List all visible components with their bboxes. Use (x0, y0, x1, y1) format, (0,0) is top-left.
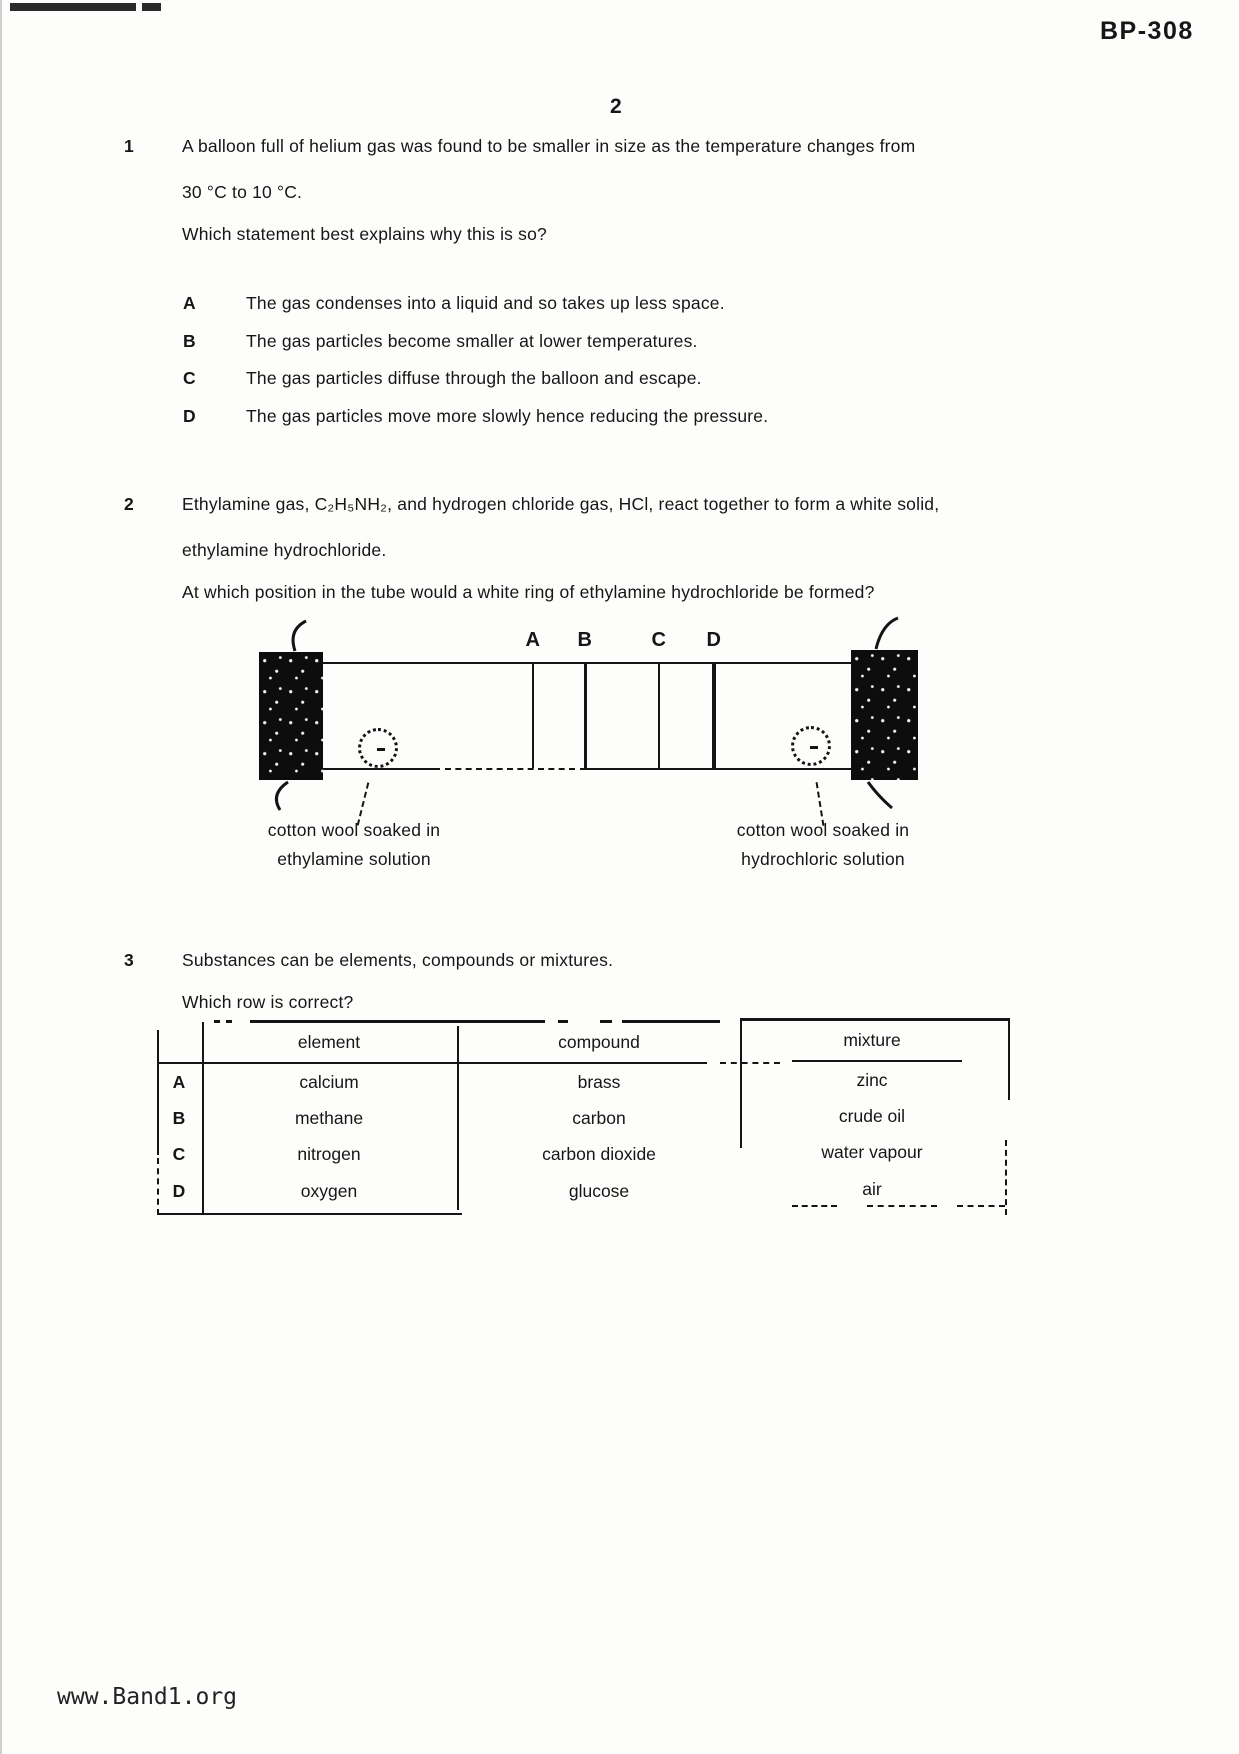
cotton-wool-left (358, 728, 398, 768)
table-top-dash-1 (214, 1020, 232, 1023)
q1-option-letter-c: C (183, 368, 196, 388)
q1-option-text-b: The gas particles become smaller at lower temperatures. (246, 331, 698, 351)
table-bottom-line-left (157, 1213, 462, 1215)
tube-bottom-line-dashed (445, 768, 575, 770)
table-bottom-dash-3 (957, 1205, 1005, 1207)
caption-right-line2: hydrochloric solution (741, 849, 905, 869)
table-cell-c-compound: carbon dioxide (542, 1144, 656, 1164)
q1-option-letter-d: D (183, 406, 196, 426)
table-cell-b-compound: carbon (572, 1108, 626, 1128)
q1-option-letter-a: A (183, 293, 196, 313)
table-header-underline (157, 1062, 707, 1064)
table-header-underline-right (792, 1060, 962, 1062)
q3-text-line2: Which row is correct? (182, 992, 354, 1012)
table-left-outer-line (157, 1030, 159, 1155)
q1-text-line1: A balloon full of helium gas was found to be smaller in size as the temperature changes from (182, 136, 916, 156)
table-row-letter-c: C (172, 1144, 186, 1164)
table-cell-a-compound: brass (577, 1072, 621, 1092)
table-right-line-dashed (1005, 1140, 1007, 1215)
table-cell-a-element: calcium (299, 1072, 359, 1092)
tube-bottom-line-1 (320, 768, 440, 770)
tube-position-label-c: C (651, 629, 667, 651)
table-left-outer-dashed (157, 1158, 159, 1215)
tube-stopper-right (851, 650, 918, 780)
page-number: 2 (610, 95, 622, 118)
site-watermark: www.Band1.org (57, 1684, 238, 1710)
table-cell-c-element: nitrogen (297, 1144, 361, 1164)
stopper-squiggle-top-right (868, 614, 904, 652)
q1-option-letter-b: B (183, 331, 196, 351)
table-top-line-compound (622, 1020, 720, 1023)
scan-artifact-bar (10, 3, 136, 11)
q1-option-text-c: The gas particles diffuse through the balloon and escape. (246, 368, 702, 388)
table-top-line-element (250, 1020, 545, 1023)
tube-stopper-left (259, 652, 323, 780)
stopper-squiggle-bottom-right (860, 780, 896, 814)
table-top-dash-2 (558, 1020, 568, 1023)
q1-number: 1 (124, 136, 134, 156)
table-cell-d-mixture: air (862, 1179, 882, 1199)
table-cell-c-mixture: water vapour (821, 1142, 923, 1162)
table-header-mixture: mixture (843, 1030, 901, 1050)
table-cell-b-element: methane (294, 1108, 364, 1128)
mixture-box-left (740, 1018, 742, 1148)
tube-marker-line-d (712, 664, 716, 768)
q2-text-line2: ethylamine hydrochloride. (182, 540, 387, 560)
table-row-letter-b: B (172, 1108, 186, 1128)
table-header-element: element (297, 1032, 361, 1052)
q3-text-line1: Substances can be elements, compounds or mixtures. (182, 950, 614, 970)
tube-marker-line-a (532, 664, 534, 768)
q2-text-line3: At which position in the tube would a white ring of ethylamine hydrochloride be formed? (182, 582, 875, 602)
tube-top-line (320, 662, 854, 664)
table-header-compound: compound (558, 1032, 640, 1052)
tube-bottom-line-2 (580, 768, 854, 770)
q3-number: 3 (124, 950, 134, 970)
table-row-letter-d: D (172, 1181, 186, 1201)
table-cell-d-compound: glucose (568, 1181, 630, 1201)
q1-text-line2: 30 °C to 10 °C. (182, 182, 303, 202)
tube-position-label-d: D (706, 629, 722, 651)
caption-right-line1: cotton wool soaked in (736, 820, 910, 840)
table-header-underline-dash (720, 1062, 780, 1064)
q1-option-text-d: The gas particles move more slowly hence reducing the pressure. (246, 406, 769, 426)
table-letter-col-line (202, 1022, 204, 1215)
caption-left-line2: ethylamine solution (277, 849, 431, 869)
q1-text-line3: Which statement best explains why this is so? (182, 224, 547, 244)
stopper-squiggle-top-left (280, 618, 314, 654)
table-cell-d-element: oxygen (300, 1181, 358, 1201)
table-top-dash-3 (600, 1020, 612, 1023)
tube-marker-line-c (658, 664, 660, 768)
cotton-wool-right (791, 726, 831, 766)
q2-number: 2 (124, 494, 134, 514)
table-cell-a-mixture: zinc (856, 1070, 888, 1090)
tube-position-label-b: B (577, 629, 593, 651)
table-bottom-dash-1 (792, 1205, 837, 1207)
table-right-line-top (1008, 1020, 1010, 1100)
table-bottom-dash-2 (867, 1205, 937, 1207)
q2-text-line1: Ethylamine gas, C₂H₅NH₂, and hydrogen chloride gas, HCl, react together to form a white solid, (182, 494, 940, 514)
q1-option-text-a: The gas condenses into a liquid and so takes up less space. (246, 293, 725, 313)
table-col-separator (457, 1026, 459, 1210)
stopper-squiggle-bottom-left (264, 780, 298, 814)
caption-left-line1: cotton wool soaked in (267, 820, 441, 840)
table-cell-b-mixture: crude oil (838, 1106, 906, 1126)
tube-marker-line-b (584, 664, 587, 768)
scan-artifact-bar-2 (142, 3, 161, 11)
table-row-letter-a: A (172, 1072, 186, 1092)
tube-position-label-a: A (525, 629, 541, 651)
paper-code: BP-308 (1100, 17, 1194, 45)
mixture-box-top (740, 1018, 1010, 1021)
